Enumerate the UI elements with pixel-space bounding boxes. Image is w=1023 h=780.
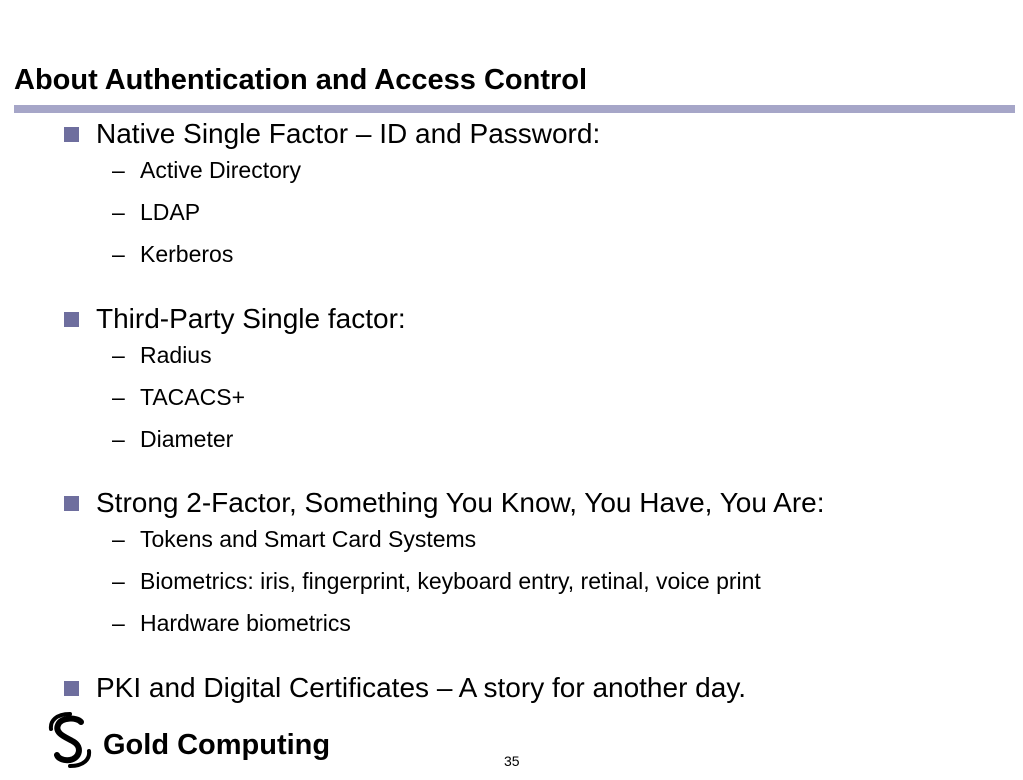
bullet-text: Native Single Factor – ID and Password: xyxy=(96,118,601,149)
sub-list xyxy=(64,149,1004,275)
square-bullet-icon xyxy=(64,312,79,327)
dash-marker: – xyxy=(112,384,125,410)
dash-marker: – xyxy=(112,199,125,225)
bullet-item xyxy=(64,116,1004,275)
sub-item-text: Radius xyxy=(140,342,212,368)
sub-item-text: Biometrics: iris, fingerprint, keyboard entry, retinal, voice print xyxy=(140,568,761,594)
bullet-text: Third-Party Single factor: xyxy=(96,303,406,334)
bullet-item xyxy=(64,301,1004,460)
dash-marker: – xyxy=(112,342,125,368)
dash-marker: – xyxy=(112,568,125,594)
sub-item-text: LDAP xyxy=(140,199,201,225)
sub-item-text: Hardware biometrics xyxy=(140,610,351,636)
sub-list xyxy=(64,334,1004,460)
dash-marker: – xyxy=(112,526,125,552)
sub-list xyxy=(64,518,1004,644)
sub-item xyxy=(64,418,1004,460)
dash-marker: – xyxy=(112,610,125,636)
bullet-text: PKI and Digital Certificates – A story for another day. xyxy=(96,672,747,703)
page-number: 35 xyxy=(504,753,520,769)
sub-item-text: Active Directory xyxy=(140,157,302,183)
sub-item xyxy=(64,191,1004,233)
bullet-heading xyxy=(64,116,1004,152)
gold-computing-logo-icon xyxy=(47,712,93,768)
sub-item xyxy=(64,560,1004,602)
sub-item xyxy=(64,233,1004,275)
bullet-item xyxy=(64,670,1004,706)
square-bullet-icon xyxy=(64,496,79,511)
dash-marker: – xyxy=(112,157,125,183)
slide-title: About Authentication and Access Control xyxy=(14,64,588,96)
bullet-heading xyxy=(64,301,1004,337)
square-bullet-icon xyxy=(64,681,79,696)
sub-item-text: TACACS+ xyxy=(140,384,246,410)
sub-item-text: Tokens and Smart Card Systems xyxy=(140,526,477,552)
dash-marker: – xyxy=(112,426,125,452)
sub-item xyxy=(64,149,1004,191)
bullet-heading xyxy=(64,485,1004,521)
square-bullet-icon xyxy=(64,127,79,142)
sub-item xyxy=(64,518,1004,560)
sub-item xyxy=(64,376,1004,418)
bullet-heading xyxy=(64,670,1004,706)
sub-item-text: Kerberos xyxy=(140,241,234,267)
sub-item xyxy=(64,602,1004,644)
company-name: Gold Computing xyxy=(103,729,331,761)
sub-item-text: Diameter xyxy=(140,426,234,452)
bullet-text: Strong 2-Factor, Something You Know, You Have, You Are: xyxy=(96,487,825,518)
title-underline xyxy=(14,105,1015,113)
bullet-item xyxy=(64,485,1004,644)
sub-item xyxy=(64,334,1004,376)
dash-marker: – xyxy=(112,241,125,267)
